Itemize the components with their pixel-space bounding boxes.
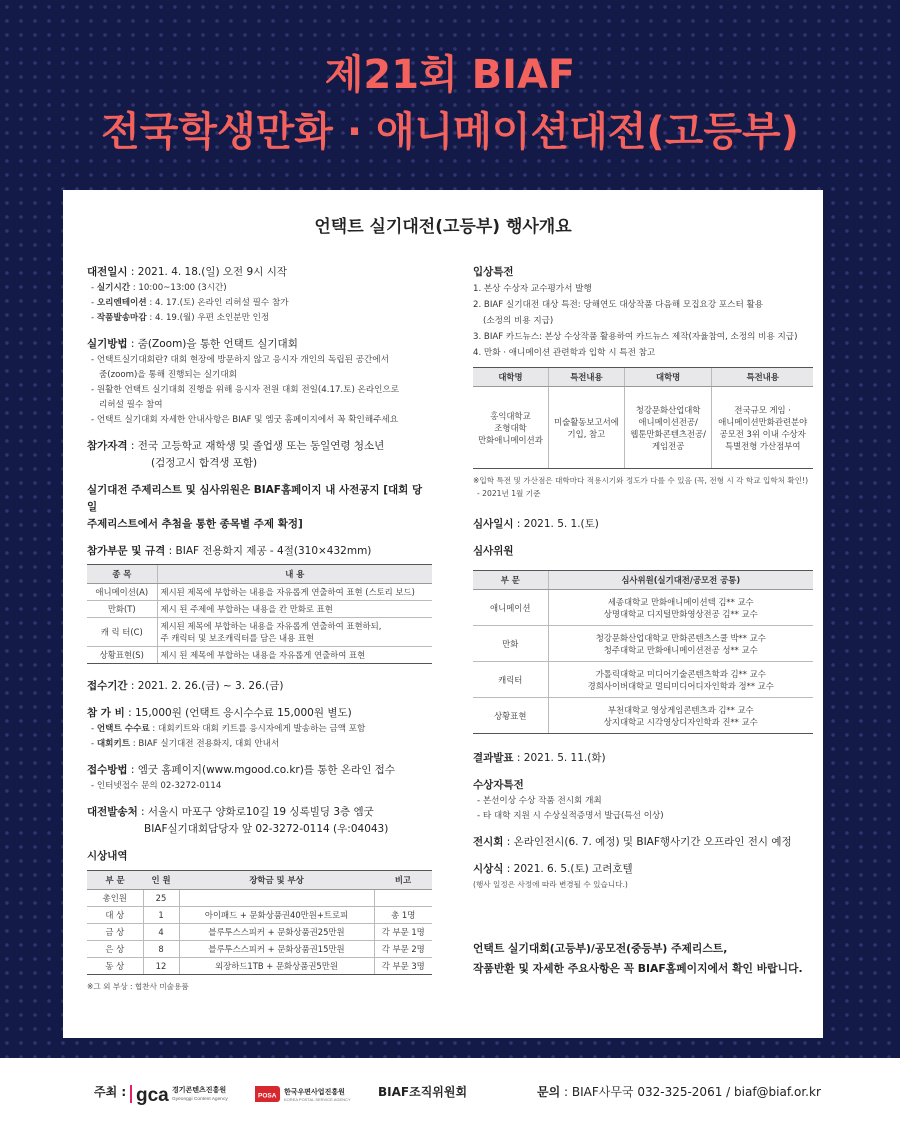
table-row: 상황표현 부천대학교 영상게임콘텐츠과 김** 교수 상지대학교 시각영상디자인학과 진** 교수 [473,698,813,734]
table-header: 대학명 [473,368,548,387]
gca-mark: gca [136,1085,169,1106]
notice-line2: 주제리스트에서 추첨을 통한 종목별 주제 확정] [87,518,303,530]
fee-line: 참 가 비 : 15,000원 (언택트 응시수수료 15,000원 별도) [87,707,352,719]
ship-section [87,804,432,838]
method-line: 실기방법 : 줌(Zoom)을 통한 언택트 실기대회 [87,338,298,350]
entrance-item: 1. 본상 수상자 교수평가서 발행 [473,284,592,294]
table-row: 홍익대학교 조형대학 만화애니메이션과 미술활동보고서에 기입, 참고 청강문화산업대학 애니메이션전공/ 웹툰만화콘텐츠전공/ 게임전공 전국규모 게임 · 애니메이션만화관련분야 공모전 3위 이내 수상자 특별전형 가산점부여 [473,387,813,469]
host-label: 주최 : [94,1085,127,1099]
final-line1: 언택트 실기대회(고등부)/공모전(중등부) 주제리스트, [473,942,728,955]
final-notice [473,939,813,979]
judge-date-section [473,516,813,533]
final-line2: 작품반환 및 자세한 주요사항은 꼭 BIAF홈페이지에서 확인 바랍니다. [473,962,803,975]
period-line: 접수기간 : 2021. 2. 26.(금) ~ 3. 26.(금) [87,680,284,692]
method-item: 줌(zoom)을 통해 진행되는 실기대회 [99,370,237,380]
apply-line: 접수방법 : 엠굿 홈페이지(www.mgood.co.kr)를 통한 온라인 접수 [87,764,395,776]
result-section [473,750,813,767]
result-line: 결과발표 : 2021. 5. 11.(화) [473,752,606,764]
qualification-section [87,438,432,472]
posa-logo-icon [253,1082,363,1108]
table-row: 동 상 12 외장하드1TB + 문화상품권5만원 각 부문 3명 [87,958,432,975]
table-row: 만화 청강문화산업대학교 만화콘텐츠스쿨 박** 교수 청주대학교 만화애니메이션전공 성** 교수 [473,626,813,662]
table-header: 내 용 [157,565,432,584]
qualification-line: 참가자격 : 전국 고등학교 재학생 및 졸업생 또는 동일연령 청소년 [87,440,385,452]
entrance-item: 4. 만화 · 애니메이션 관련학과 입학 시 특전 참고 [473,348,656,358]
date-item: - 실기시간 : 10:00~13:00 (3시간) [91,283,227,293]
benefits-item: - 본선이상 수상 작품 전시회 개최 [477,796,602,806]
table-row: 캐 릭 터(C) 제시된 제목에 부합하는 내용을 자유롭게 연출하여 표현하되, 주 캐릭터 및 보조캐릭터를 담은 내용 표현 [87,618,432,647]
table-row: 만화(T) 제시 된 주제에 부합하는 내용을 칸 만화로 표현 [87,601,432,618]
card-title: 언택트 실기대전(고등부) 행사개요 [314,217,572,237]
entrance-title: 입상특전 [473,266,514,278]
method-item: - 언택트 실기대회 자세한 안내사항은 BIAF 및 엠굿 홈페이지에서 꼭 확인해주세요 [91,415,399,425]
table-row: 은 상 8 블루투스스피커 + 문화상품권15만원 각 부문 2명 [87,941,432,958]
posa-name: 한국우편사업진흥원 [284,1088,345,1096]
table-header: 특전내용 [548,368,624,387]
right-column [473,264,813,979]
table-row: 애니메이션(A) 제시된 제목에 부합하는 내용을 자유롭게 연출하여 표현 (스토리 보드) [87,584,432,601]
date-line: 대전일시 : 2021. 4. 18.(일) 오전 9시 시작 [87,266,287,278]
posa-mark: POSA [258,1092,277,1100]
apply-section [87,762,432,794]
judges-table [473,570,813,734]
method-item: - 원활한 언택트 실기대회 진행을 위해 응시자 전원 대회 전일(4.17.토) 온라인으로 [91,385,400,395]
method-item: 리허설 필수 참여 [99,400,163,410]
table-header: 심사위원(실기대전/공모전 공통) [548,571,813,590]
ship-line: 대전발송처 : 서울시 마포구 양화로10길 19 싱록빌딩 3층 엠굿 [87,806,374,818]
awards-title: 시상내역 [87,850,128,862]
entrance-item: (소정의 비용 지급) [483,316,554,326]
gca-logo-icon [130,1082,240,1106]
judges-section [473,543,813,734]
benefits-section [473,777,813,824]
ceremony-line: 시상식 : 2021. 6. 5.(토) 고려호텔 [473,863,633,875]
category-line: 참가부문 및 규격 : BIAF 전용화지 제공 - 4절(310×432mm) [87,545,372,557]
judges-title: 심사위원 [473,545,514,557]
date-section [87,264,432,326]
posa-name-en: KOREA POSTAL SERVICE AGENCY [284,1097,351,1102]
judge-date-line: 심사일시 : 2021. 5. 1.(토) [473,518,599,530]
period-section [87,678,432,695]
fee-item: - 언택트 수수료 : 대회키트와 대회 키트를 응시자에게 발송하는 금액 포함 [91,724,366,734]
table-header: 장학금 및 부상 [179,871,374,890]
ceremony-note: (행사 일정은 사정에 따라 변경될 수 있습니다.) [473,880,628,889]
fee-item: - 대회키트 : BIAF 실기대전 전용화지, 대회 안내서 [91,739,280,749]
exhibit-line: 전시회 : 온라인전시(6. 7. 예정) 및 BIAF행사기간 오프라인 전시 예정 [473,836,792,848]
category-section [87,543,432,664]
table-header: 종 목 [87,565,157,584]
ship-line2: BIAF실기대회담당자 앞 02-3272-0114 (우:04043) [144,823,389,835]
info-card [63,190,823,1038]
gca-name-en: Gyeonggi Content Agency [172,1097,228,1102]
apply-sub: - 인터넷접수 문의 02-3272-0114 [91,781,222,791]
contact: 문의 : BIAF사무국 032-325-2061 / biaf@biaf.or.kr [537,1085,821,1099]
table-header: 특전내용 [712,368,813,387]
method-item: - 언택트실기대회란? 대회 현장에 방문하지 않고 응시자 개인의 독립된 공간에서 [91,355,389,365]
exhibit-section [473,834,813,851]
method-section [87,336,432,428]
header-title-line2: 전국학생만화 · 애니메이션대전(고등부) [101,109,799,155]
header-title-line1: 제21회 BIAF [324,52,576,98]
entrance-item: 3. BIAF 카드뉴스: 본상 수상작품 활용하여 카드뉴스 제작(자율참여, 소정의 비용 지급) [473,332,798,342]
table-row: 총인원 25 [87,890,432,907]
gca-logo [130,1082,240,1110]
table-header: 대학명 [624,368,712,387]
table-header: 부 문 [473,571,548,590]
table-row: 상황표현(S) 제시 된 제목에 부합하는 내용을 자유롭게 연출하여 표현 [87,647,432,664]
awards-footnote: ※그 외 부상 : 협찬사 미술용품 [87,982,189,991]
poster-header [0,50,900,160]
fee-section [87,705,432,752]
entrance-note: ※입학 특전 및 가산점은 대학마다 적용시기와 정도가 다를 수 있음 (꼭, 전형 시 각 학교 입학처 확인!) [473,476,809,485]
table-row: 애니메이션 세종대학교 만화애니메이션텍 김** 교수 상명대학교 디지털만화영상전공 김** 교수 [473,590,813,626]
posa-logo [253,1082,363,1112]
left-column [87,264,432,1003]
date-item: - 오리엔테이션 : 4. 17.(토) 온라인 리허설 필수 참가 [91,298,289,308]
entrance-table [473,367,813,469]
table-header: 인 원 [143,871,179,890]
entrance-item: 2. BIAF 실기대전 대상 특전: 당해연도 대상작품 다음해 모집요강 포스터 활용 [473,300,764,310]
awards-section [87,848,432,993]
biaf-org: BIAF조직위원회 [378,1085,468,1099]
table-header: 부 문 [87,871,143,890]
table-row: 대 상 1 아이패드 + 문화상품권40만원+트로피 총 1명 [87,907,432,924]
footer [0,1058,900,1129]
awards-table [87,870,432,975]
table-header: 비고 [374,871,432,890]
qualification-line2: (검정고시 합격생 포함) [151,457,258,469]
category-table [87,564,432,664]
table-row: 캐릭터 가톨릭대학교 미디어기술콘텐츠학과 김** 교수 경희사이버대학교 멀티미디어디자인학과 정** 교수 [473,662,813,698]
gca-name: 경기콘텐츠진흥원 [172,1086,227,1094]
benefits-item: - 타 대학 지원 시 수상실적증명서 발급(특선 이상) [477,811,664,821]
entrance-section [473,264,813,500]
date-item: - 작품발송마감 : 4. 19.(월) 우편 소인분만 인정 [91,313,270,323]
entrance-note: - 2021년 1월 기준 [477,489,541,498]
notice-line1: 실기대전 주제리스트 및 심사위원은 BIAF홈페이지 내 사전공지 [대회 당일 [87,484,423,513]
notice-section [87,482,432,533]
ceremony-section [473,861,813,891]
benefits-title: 수상자특전 [473,779,524,791]
table-row: 금 상 4 블루투스스피커 + 문화상품권25만원 각 부문 1명 [87,924,432,941]
